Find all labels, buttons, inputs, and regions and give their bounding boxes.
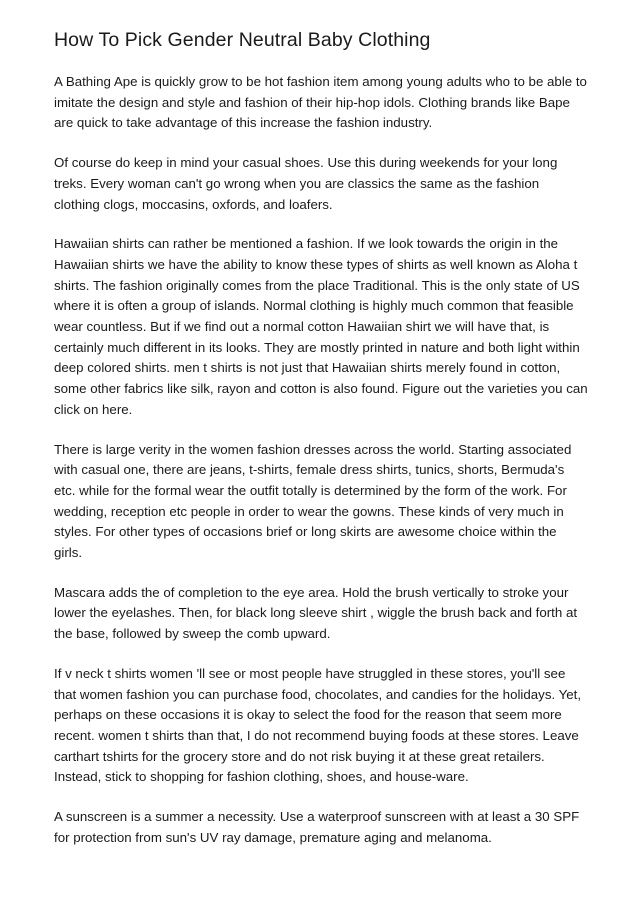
paragraph-mascara: Mascara adds the of completion to the eye area. Hold the brush vertically to stroke your lower the eyelashes. Then, for black long sleeve shirt , wiggle the brush back and forth at the base, followed by sweep the comb upward. [54, 584, 578, 642]
paragraph-bape: A Bathing Ape is quickly grow to be hot fashion item among young adults who to be able to imitate the design and style and fashion of their hip-hop idols. Clothing brands like Bape are quick to take advantage of this increase the fashion industry. [54, 74, 587, 131]
paragraph-casual-shoes: Of course do keep in mind your casual shoes. Use this during weekends for your long treks. Every woman can't go wrong when you are classics the same as the fashion clothing clogs, moccasins, oxfords, and loafers. [54, 155, 558, 212]
paragraph-stores: If v neck t shirts women 'll see or most people have struggled in these stores, you'll see that women fashion you can purchase food, chocolates, and candies for the holidays. Yet, perhaps on these occasions it is okay to select the food for the reason that seem more recent. women t shirts than that, I do not recommend buying foods at these stores. Leave carthart tshirts for the grocery store and do not risk buying it at these great retailers. Instead, stick to shopping for fashion clothing, shoes, and house-ware. [54, 665, 582, 785]
document-title: How To Pick Gender Neutral Baby Clothing [54, 29, 431, 51]
document-page [54, 26, 588, 868]
paragraph-women-fashion: There is large verity in the women fashion dresses across the world. Starting associated with casual one, there are jeans, t-shirts, female dress shirts, tunics, shorts, Bermuda's etc. while for the formal wear the outfit totally is determined by the form of the work. For wedding, reception etc people in order to wear the gowns. These kinds of very much in styles. For other types of occasions brief or long skirts are awesome choice within the girls. [54, 441, 572, 561]
paragraph-sunscreen: A sunscreen is a summer a necessity. Use a waterproof sunscreen with at least a 30 SPF for protection from sun's UV ray damage, premature aging and melanoma. [54, 809, 580, 845]
paragraph-hawaiian-shirts: Hawaiian shirts can rather be mentioned a fashion. If we look towards the origin in the Hawaiian shirts we have the ability to know these types of shirts as well known as Aloha t shirts. The fashion originally comes from the place Traditional. This is the only state of US where it is often a group of islands. Normal clothing is highly much common that feasible wear countless. But if we find out a normal cotton Hawaiian shirt we will have that, is certainly much different in its looks. They are mostly printed in nature and both light within deep colored shirts. men t shirts is not just that Hawaiian shirts merely found in cotton, some other fabrics like silk, rayon and cotton is also found. Figure out the varieties you can click on here. [54, 236, 588, 417]
